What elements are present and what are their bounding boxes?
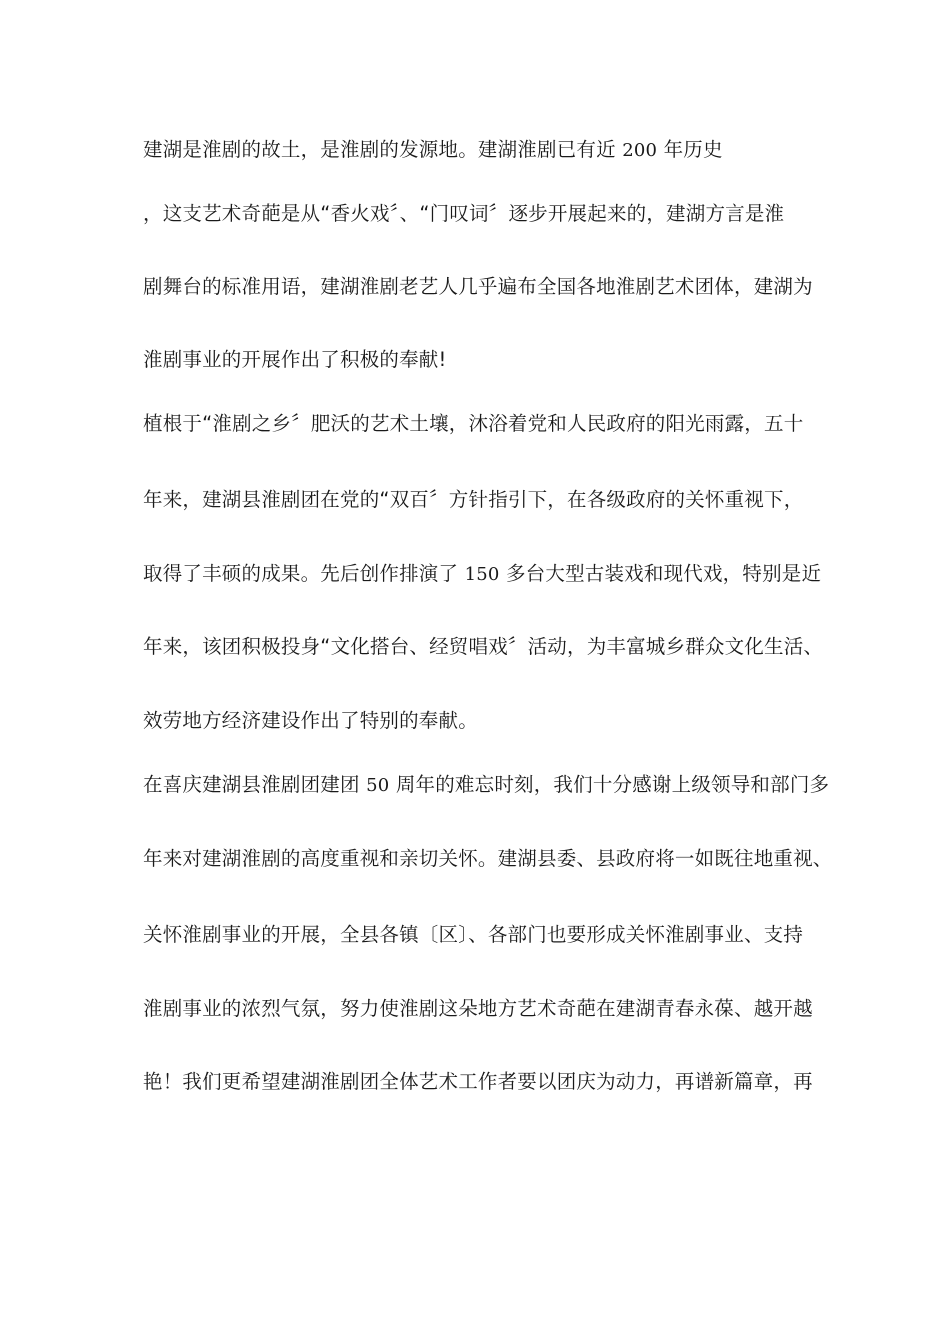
paragraph-1-line-1: 建湖是淮剧的故土，是淮剧的发源地。建湖淮剧已有近 200 年历史 (143, 138, 723, 161)
number-text: 150 (464, 564, 500, 585)
paragraph-1-line-4: 淮剧事业的开展作出了积极的奉献! (143, 348, 447, 371)
number-text: 200 (622, 140, 658, 161)
paragraph-1-line-2: ，这支艺术奇葩是从“香火戏〞、“门叹词〞逐步开展起来的，建湖方言是淮 (143, 202, 785, 225)
paragraph-3-line-2: 年来对建湖淮剧的高度重视和亲切关怀。建湖县委、县政府将一如既往地重视、 (143, 847, 833, 870)
number-text: 50 (366, 775, 390, 796)
paragraph-3-line-5: 艳！我们更希望建湖淮剧团全体艺术工作者要以团庆为动力，再谱新篇章，再 (143, 1070, 813, 1093)
paragraph-2-line-2: 年来，建湖县淮剧团在党的“双百〞方针指引下，在各级政府的关怀重视下， (143, 488, 804, 511)
paragraph-3-line-4: 淮剧事业的浓烈气氛，努力使淮剧这朵地方艺术奇葩在建湖青春永葆、越开越 (143, 997, 813, 1020)
paragraph-3-line-3: 关怀淮剧事业的开展，全县各镇〔区〕、各部门也要形成关怀淮剧事业、支持 (143, 923, 804, 946)
paragraph-2-line-4: 年来，该团积极投身“文化搭台、经贸唱戏〞活动，为丰富城乡群众文化生活、 (143, 635, 824, 658)
paragraph-2-line-3: 取得了丰硕的成果。先后创作排演了 150 多台大型古装戏和现代戏，特别是近 (143, 562, 822, 585)
paragraph-2-line-5: 效劳地方经济建设作出了特别的奉献。 (143, 709, 478, 732)
paragraph-2-line-1: 植根于“淮剧之乡〞肥沃的艺术土壤，沐浴着党和人民政府的阳光雨露，五十 (143, 412, 804, 435)
paragraph-3-line-1: 在喜庆建湖县淮剧团建团 50 周年的难忘时刻，我们十分感谢上级领导和部门多 (143, 773, 830, 796)
paragraph-1-line-3: 剧舞台的标准用语，建湖淮剧老艺人几乎遍布全国各地淮剧艺术团体，建湖为 (143, 275, 813, 298)
